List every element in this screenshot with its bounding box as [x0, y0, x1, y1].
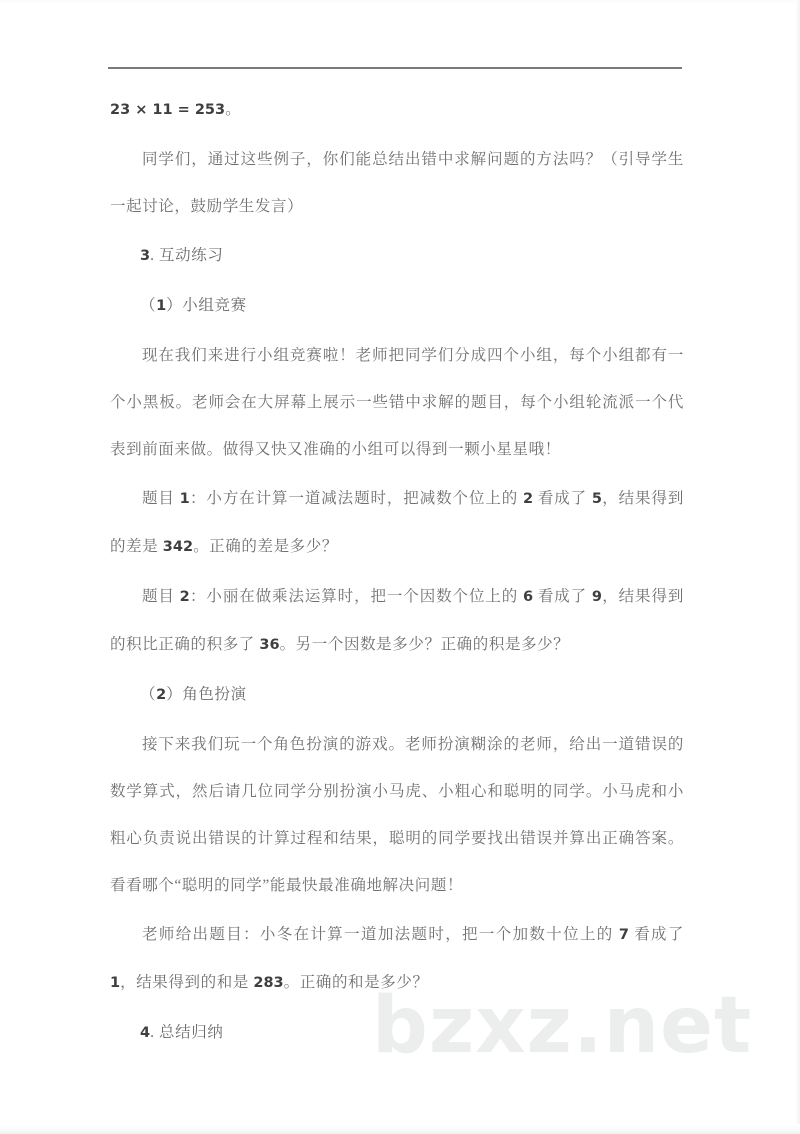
- paragraph-teacher-problem: 老师给出题目：小冬在计算一道加法题时，把一个加数十位上的 7 看成了 1，结果得到的和是 283。正确的和是多少？: [110, 926, 689, 991]
- heading-subsection-2: （2）角色扮演: [140, 686, 247, 703]
- heading-section-3: 3. 互动练习: [140, 247, 224, 264]
- numeric-run: 1: [156, 298, 167, 314]
- numeric-run: 2: [156, 687, 167, 703]
- numeric-run: 1: [179, 491, 190, 507]
- heading-subsection-1: （1）小组竞赛: [140, 297, 247, 314]
- numeric-run: 1: [110, 975, 121, 991]
- numeric-run: 5: [591, 491, 602, 507]
- page-edge-bottom: [0, 1124, 800, 1134]
- numeric-run: 6: [522, 589, 534, 605]
- numeric-run: 2: [522, 491, 534, 507]
- numeric-run: 36: [259, 637, 280, 653]
- header-divider-rule: [108, 67, 682, 69]
- numeric-run: 2: [179, 589, 190, 605]
- numeric-run: 283: [253, 975, 284, 991]
- paragraph-problem-1: 题目 1：小方在计算一道减法题时，把减数个位上的 2 看成了 5，结果得到的差是 342。正确的差是多少？: [110, 490, 684, 555]
- paragraph-role-play: 接下来我们玩一个角色扮演的游戏。老师扮演糊涂的老师，给出一道错误的数学算式，然后请几位同学分别扮演小马虎、小粗心和聪明的同学。小马虎和小粗心负责说出错误的计算过程和结果，聪明的同学要找出错误并算出正确答案。看看哪个“聪明的同学”能最快最准确地解决问题！: [110, 736, 684, 894]
- numeric-run: 3: [140, 248, 151, 264]
- paragraph-group-competition: 现在我们来进行小组竞赛啦！老师把同学们分成四个小组，每个小组都有一个小黑板。老师会在大屏幕上展示一些错中求解的题目，每个小组轮流派一个代表到前面来做。做得又快又准确的小组可以得到一颗小星星哦！: [110, 347, 684, 458]
- numeric-run: 23 × 11 = 253: [110, 102, 226, 118]
- paragraph-problem-2: 题目 2：小丽在做乘法运算时，把一个因数个位上的 6 看成了 9，结果得到的积比正确的积多了 36。另一个因数是多少？正确的积是多少？: [110, 588, 684, 653]
- site-watermark: bzxz.net: [372, 981, 753, 1071]
- numeric-run: 9: [591, 589, 602, 605]
- document-body: [110, 86, 689, 1057]
- paragraph-discussion-prompt: 同学们，通过这些例子，你们能总结出错中求解问题的方法吗？（引导学生一起讨论，鼓励学生发言）: [110, 151, 684, 215]
- page-edge-top: [0, 0, 800, 3]
- page-edge-right: [795, 0, 800, 1134]
- numeric-run: 342: [162, 539, 194, 555]
- paragraph-equation-line: 23 × 11 = 253。: [110, 101, 242, 118]
- heading-section-4: 4. 总结归纳: [140, 1024, 224, 1041]
- numeric-run: 7: [618, 927, 629, 943]
- numeric-run: 4: [140, 1025, 151, 1041]
